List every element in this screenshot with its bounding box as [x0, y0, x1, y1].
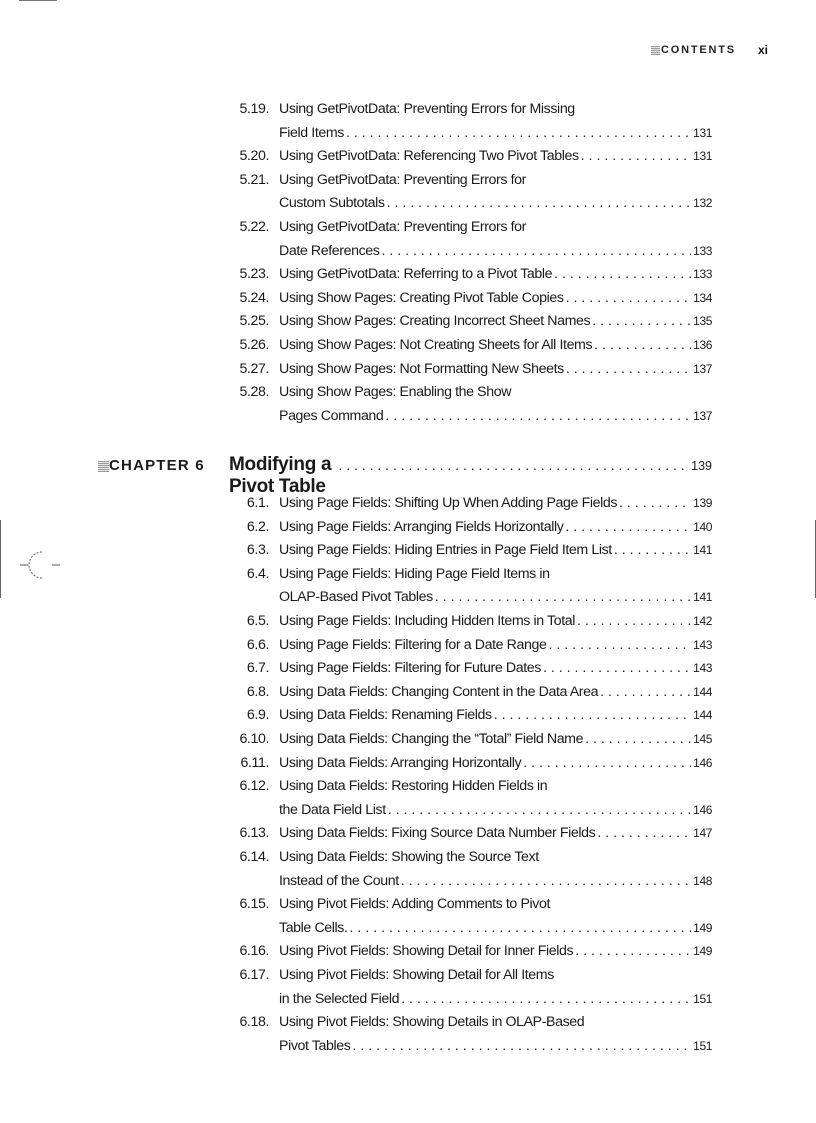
entry-number: 6.15. — [239, 896, 269, 913]
toc-entry — [0, 705, 816, 725]
toc-entry — [0, 217, 816, 237]
leader-row — [279, 1036, 712, 1056]
chapter-square-icon — [98, 461, 109, 472]
entry-number: 6.5. — [246, 613, 269, 629]
toc-entry — [0, 170, 816, 190]
entry-number: 6.2. — [246, 518, 269, 535]
dot-leader — [523, 753, 691, 773]
entry-page: 148 — [693, 873, 712, 888]
dot-leader — [585, 729, 691, 749]
toc-entry-continuation — [0, 800, 816, 820]
entry-page: 135 — [693, 314, 712, 329]
running-header — [0, 44, 816, 60]
entry-page: 134 — [693, 290, 712, 305]
entry-number: 6.3. — [246, 542, 269, 559]
toc-entry-continuation — [0, 918, 816, 938]
chapter-label: CHAPTER 6 — [109, 457, 205, 474]
entry-page: 147 — [693, 826, 712, 841]
entry-number: 6.10. — [239, 731, 269, 747]
leader-row — [279, 989, 712, 1009]
crop-mark — [19, 0, 57, 1]
dot-leader — [577, 611, 691, 631]
toc-entry-continuation — [0, 871, 816, 891]
dot-leader — [387, 193, 692, 213]
page-number: xi — [758, 43, 769, 57]
chapter-title: Modifying a Pivot Table — [229, 454, 332, 497]
entry-title: Using Page Fields: Arranging Fields Horizontally — [279, 518, 564, 535]
entry-number: 6.7. — [246, 660, 269, 677]
dot-leader — [543, 658, 691, 678]
toc-entry-continuation — [0, 241, 816, 261]
leader-row — [279, 335, 712, 355]
entry-title: Using Pivot Fields: Showing Detail for All Items — [279, 967, 554, 983]
entry-number: 5.28. — [239, 384, 269, 401]
entry-title: Using Show Pages: Enabling the Show — [279, 384, 512, 401]
entry-number: 6.13. — [239, 825, 269, 842]
leader-row — [279, 123, 712, 143]
leader-row — [279, 705, 712, 725]
entry-number: 6.9. — [246, 707, 269, 724]
toc-entry — [0, 682, 816, 702]
dot-leader — [594, 335, 691, 355]
toc-entry — [0, 540, 816, 560]
entry-page: 143 — [693, 637, 712, 652]
dot-leader — [494, 705, 691, 725]
leader-row — [279, 359, 712, 379]
leader-row — [279, 193, 712, 213]
entry-page: 144 — [693, 684, 712, 699]
entry-page: 133 — [693, 243, 712, 258]
dot-leader — [346, 123, 691, 143]
entry-page: 151 — [693, 991, 712, 1006]
entry-title: Using Page Fields: Hiding Page Field Items in — [279, 565, 550, 582]
toc-entry — [0, 847, 816, 867]
leader-row — [279, 288, 712, 308]
dot-leader — [352, 1036, 691, 1056]
entry-page: 131 — [693, 149, 712, 164]
leader-row — [279, 406, 712, 426]
entry-number: 6.8. — [246, 683, 269, 700]
leader-row — [279, 587, 712, 607]
entry-number: 6.18. — [239, 1014, 269, 1031]
dot-leader — [565, 517, 691, 537]
entry-title: Using Show Pages: Creating Pivot Table Copies — [279, 289, 564, 306]
entry-title-cont: Custom Subtotals — [279, 195, 385, 212]
toc-entry — [0, 493, 816, 513]
entry-page: 141 — [693, 590, 712, 605]
dot-leader — [566, 359, 691, 379]
entry-title: Using Show Pages: Creating Incorrect Sheet Names — [279, 313, 591, 330]
entry-page: 149 — [693, 920, 712, 935]
leader-row — [279, 517, 712, 537]
leader-row — [279, 540, 712, 560]
entry-title: Using Data Fields: Fixing Source Data Number Fields — [279, 825, 596, 842]
leader-row — [279, 311, 712, 331]
dot-leader — [619, 493, 691, 513]
entry-title: Using Show Pages: Not Creating Sheets for All Items — [279, 337, 593, 353]
leader-row — [279, 146, 712, 166]
toc-entry — [0, 564, 816, 584]
toc-entry — [0, 335, 816, 355]
leader-row — [279, 241, 712, 261]
toc-entry — [0, 729, 816, 749]
entry-title: Using Data Fields: Restoring Hidden Fields in — [279, 778, 548, 795]
toc-entry — [0, 517, 816, 537]
leader-row — [279, 264, 712, 284]
dot-leader — [581, 146, 692, 166]
entry-page: 133 — [693, 267, 712, 282]
dot-leader — [566, 288, 692, 308]
dot-leader — [548, 635, 691, 655]
dot-leader — [435, 587, 691, 607]
dot-leader — [600, 682, 691, 702]
entry-title: Using Data Fields: Arranging Horizontally — [279, 754, 522, 771]
entry-page: 146 — [693, 802, 712, 817]
entry-title-cont: Pivot Tables — [279, 1037, 351, 1054]
toc-entry-continuation — [0, 406, 816, 426]
entry-title: Using GetPivotData: Referring to a Pivot Table — [279, 266, 553, 283]
toc-entry — [0, 965, 816, 985]
entry-page: 143 — [693, 661, 712, 676]
dot-leader — [597, 823, 691, 843]
entry-number: 5.21. — [239, 171, 269, 188]
entry-title-cont: Pages Command — [279, 407, 384, 424]
entry-title-cont: the Data Field List — [279, 801, 386, 818]
entry-page: 141 — [693, 543, 712, 558]
header-square-icon — [651, 46, 660, 55]
entry-page: 144 — [693, 708, 712, 723]
toc-entry — [0, 311, 816, 331]
leader-row — [279, 658, 712, 678]
entry-title: Using Page Fields: Hiding Entries in Page Field Item List — [279, 542, 612, 559]
entry-title: Using GetPivotData: Preventing Errors for Missing — [279, 101, 575, 117]
dot-leader — [338, 457, 689, 473]
entry-title: Using Pivot Fields: Showing Details in OLAP-Based — [279, 1014, 585, 1031]
leader-row — [279, 682, 712, 702]
entry-number: 5.22. — [239, 219, 269, 235]
entry-number: 5.24. — [239, 289, 269, 306]
dot-leader — [614, 540, 691, 560]
entry-page: 149 — [693, 944, 712, 959]
dot-leader — [388, 800, 691, 820]
entry-page: 146 — [693, 755, 712, 770]
leader-row — [279, 800, 712, 820]
entry-page: 151 — [693, 1038, 712, 1053]
chapter-heading — [0, 454, 816, 497]
chapter-page: 139 — [691, 459, 712, 473]
leader-row — [279, 611, 712, 631]
dot-leader — [385, 406, 691, 426]
leader-row — [279, 729, 712, 749]
toc-entry-continuation — [0, 587, 816, 607]
entry-number: 5.26. — [239, 337, 269, 353]
dot-leader — [554, 264, 691, 284]
toc-entry — [0, 658, 816, 678]
entry-number: 6.1. — [246, 495, 269, 511]
entry-title: Using Pivot Fields: Showing Detail for Inner Fields — [279, 943, 574, 960]
dot-leader — [592, 311, 691, 331]
toc-entry — [0, 382, 816, 402]
toc-entry — [0, 146, 816, 166]
entry-title: Using Show Pages: Not Formatting New Sheets — [279, 360, 564, 377]
entry-title: Using GetPivotData: Preventing Errors for — [279, 219, 526, 235]
entry-number: 6.12. — [239, 778, 269, 795]
toc-entry-continuation — [0, 1036, 816, 1056]
leader-row — [279, 823, 712, 843]
dot-leader — [401, 989, 691, 1009]
dot-leader — [381, 241, 691, 261]
toc-entry — [0, 1012, 816, 1032]
entry-title-cont: in the Selected Field — [279, 990, 400, 1007]
entry-title: Using GetPivotData: Referencing Two Pivot Tables — [279, 148, 579, 165]
entry-number: 6.14. — [239, 849, 269, 865]
toc-entry — [0, 264, 816, 284]
entry-page: 136 — [693, 338, 712, 352]
toc-entry-continuation — [0, 123, 816, 143]
entry-number: 6.6. — [246, 636, 269, 653]
toc-entry — [0, 823, 816, 843]
toc-entry — [0, 776, 816, 796]
entry-page: 142 — [693, 614, 712, 628]
toc-entry — [0, 635, 816, 655]
entry-title-cont: Instead of the Count — [279, 872, 399, 889]
entry-page: 140 — [693, 519, 712, 534]
entry-title: Using Data Fields: Changing Content in the Data Area — [279, 683, 599, 700]
toc-entry — [0, 359, 816, 379]
toc-entry — [0, 288, 816, 308]
leader-row — [279, 871, 712, 891]
entry-number: 5.23. — [239, 266, 269, 283]
entry-title: Using Page Fields: Filtering for a Date Range — [279, 636, 547, 653]
entry-number: 5.27. — [239, 360, 269, 377]
entry-page: 131 — [693, 125, 712, 140]
entry-title: Using Pivot Fields: Adding Comments to Pivot — [279, 896, 551, 913]
entry-title: Using Page Fields: Filtering for Future Dates — [279, 660, 541, 677]
dot-leader — [401, 871, 691, 891]
dot-leader — [575, 941, 691, 961]
entry-number: 5.19. — [239, 101, 269, 117]
dot-leader — [350, 918, 692, 938]
entry-title-cont: Field Items — [279, 124, 344, 141]
leader-row — [279, 753, 712, 773]
entry-page: 132 — [693, 196, 712, 211]
toc-entry — [0, 894, 816, 914]
toc-entry — [0, 611, 816, 631]
entry-title: Using Page Fields: Including Hidden Items in Total — [279, 613, 575, 629]
entry-title: Using Data Fields: Showing the Source Text — [279, 849, 539, 865]
entry-title: Using GetPivotData: Preventing Errors for — [279, 171, 526, 188]
entry-page: 145 — [693, 732, 712, 746]
toc-entry-continuation — [0, 193, 816, 213]
entry-title: Using Data Fields: Changing the “Total” Field Name — [279, 731, 584, 747]
toc-entry — [0, 941, 816, 961]
leader-row — [279, 918, 712, 938]
leader-row — [279, 493, 712, 513]
entry-number: 5.25. — [239, 313, 269, 330]
entry-title-cont: Table Cells. — [279, 919, 348, 936]
entry-page: 137 — [693, 361, 712, 376]
entry-title-cont: OLAP-Based Pivot Tables — [279, 589, 433, 606]
entry-number: 6.11. — [240, 754, 269, 771]
entry-number: 5.20. — [239, 148, 269, 165]
toc-entry — [0, 99, 816, 119]
entry-title: Using Data Fields: Renaming Fields — [279, 707, 492, 724]
toc-entry-continuation — [0, 989, 816, 1009]
entry-number: 6.16. — [239, 943, 269, 960]
entry-page: 139 — [693, 496, 712, 510]
entry-title: Using Page Fields: Shifting Up When Adding Page Fields — [279, 495, 618, 511]
entry-number: 6.17. — [239, 967, 269, 983]
entry-title-cont: Date References — [279, 242, 380, 259]
entry-page: 137 — [693, 408, 712, 423]
toc-entry — [0, 753, 816, 773]
entry-number: 6.4. — [246, 565, 269, 582]
leader-row — [279, 941, 712, 961]
leader-row — [279, 635, 712, 655]
running-title: CONTENTS — [661, 44, 736, 56]
